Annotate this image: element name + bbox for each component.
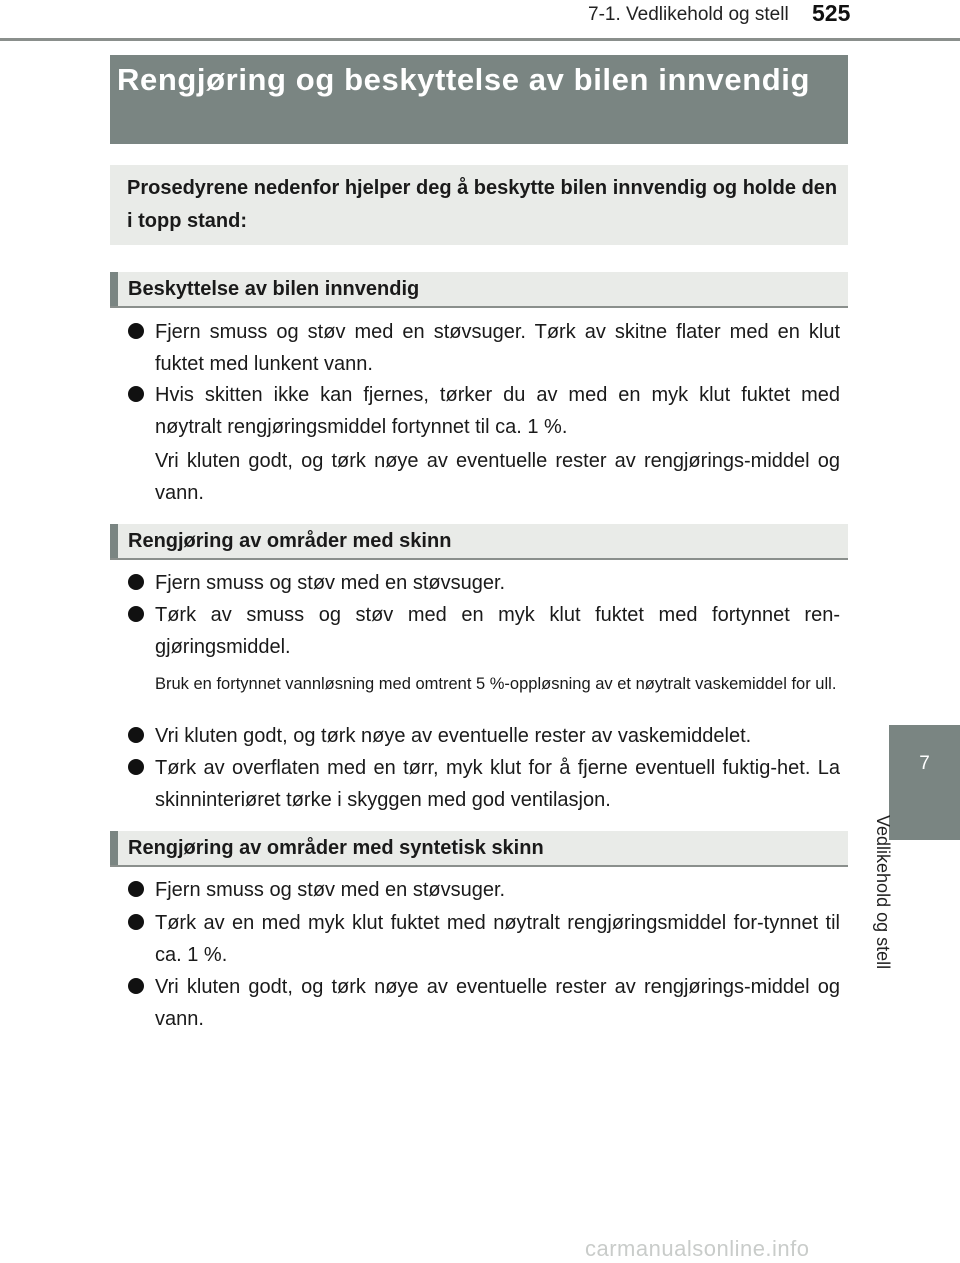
list-item-text: Vri kluten godt, og tørk nøye av eventuelle rester av rengjørings-middel og vann. xyxy=(155,976,840,1030)
list-item xyxy=(128,720,840,752)
list-item-text: Fjern smuss og støv med en støvsuger. xyxy=(155,879,506,901)
list-item-text: Tørk av overflaten med en tørr, myk klut for å fjerne eventuell fuktig-het. La skinninteriøret tørke i skyggen med god ventilasjon. xyxy=(155,757,840,811)
list-item-text: Fjern smuss og støv med en støvsuger. xyxy=(155,572,506,594)
bullet-icon xyxy=(128,606,144,622)
watermark: carmanualsonline.info xyxy=(585,1236,810,1261)
list-item xyxy=(128,379,840,443)
section-heading-bar xyxy=(110,272,848,308)
chapter-label-text: Vedlikehold og stell xyxy=(873,815,893,970)
chapter-number: 7 xyxy=(919,753,930,774)
section-heading: Rengjøring av områder med syntetisk skinn xyxy=(128,837,544,859)
section-accent xyxy=(110,272,118,306)
list-item xyxy=(128,599,840,663)
bullet-icon xyxy=(128,386,144,402)
bullet-icon xyxy=(128,978,144,994)
header-divider xyxy=(0,38,960,41)
bullet-icon xyxy=(128,914,144,930)
page-number: 525 xyxy=(812,0,851,26)
list-item-text: Vri kluten godt, og tørk nøye av eventuelle rester av vaskemiddelet. xyxy=(155,725,752,747)
section-accent xyxy=(110,831,118,865)
chapter-tab xyxy=(889,725,960,840)
list-item-text: Tørk av smuss og støv med en myk klut fuktet med fortynnet ren-gjøringsmiddel. xyxy=(155,604,840,658)
chapter-label xyxy=(872,815,893,1180)
list-item xyxy=(128,567,840,599)
list-item xyxy=(128,316,840,380)
list-item-text: Hvis skitten ikke kan fjernes, tørker du av med en myk klut fuktet med nøytralt rengjøringsmiddel fortynnet til ca. 1 %. xyxy=(155,384,840,438)
section-heading-bar xyxy=(110,831,848,867)
bullet-icon xyxy=(128,727,144,743)
page-title: Rengjøring og beskyttelse av bilen innvendig xyxy=(117,62,811,97)
list-item xyxy=(128,752,840,816)
bullet-icon xyxy=(128,881,144,897)
list-item xyxy=(128,971,840,1035)
list-item-text: Tørk av en med myk klut fuktet med nøytralt rengjøringsmiddel for-tynnet til ca. 1 %. xyxy=(155,912,840,966)
bullet-icon xyxy=(128,574,144,590)
section-heading-bar xyxy=(110,524,848,560)
list-item xyxy=(128,874,840,906)
intro-text: Prosedyrene nedenfor hjelper deg å beskytte bilen innvendig og holde den i topp stand: xyxy=(127,177,838,232)
list-item xyxy=(128,907,840,971)
section-heading: Beskyttelse av bilen innvendig xyxy=(128,278,420,300)
section-accent xyxy=(110,524,118,558)
list-item-text: Fjern smuss og støv med en støvsuger. Tørk av skitne flater med en klut fuktet med lunkent vann. xyxy=(155,321,840,375)
note-text: Bruk en fortynnet vannløsning med omtrent 5 %-oppløsning av et nøytralt vaskemiddel for ull. xyxy=(155,675,837,693)
bullet-icon xyxy=(128,759,144,775)
header-section-title: 7-1. Vedlikehold og stell xyxy=(588,4,789,25)
bullet-icon xyxy=(128,323,144,339)
section-heading: Rengjøring av områder med skinn xyxy=(128,530,452,552)
paragraph: Vri kluten godt, og tørk nøye av eventuelle rester av rengjørings-middel og vann. xyxy=(155,450,840,504)
